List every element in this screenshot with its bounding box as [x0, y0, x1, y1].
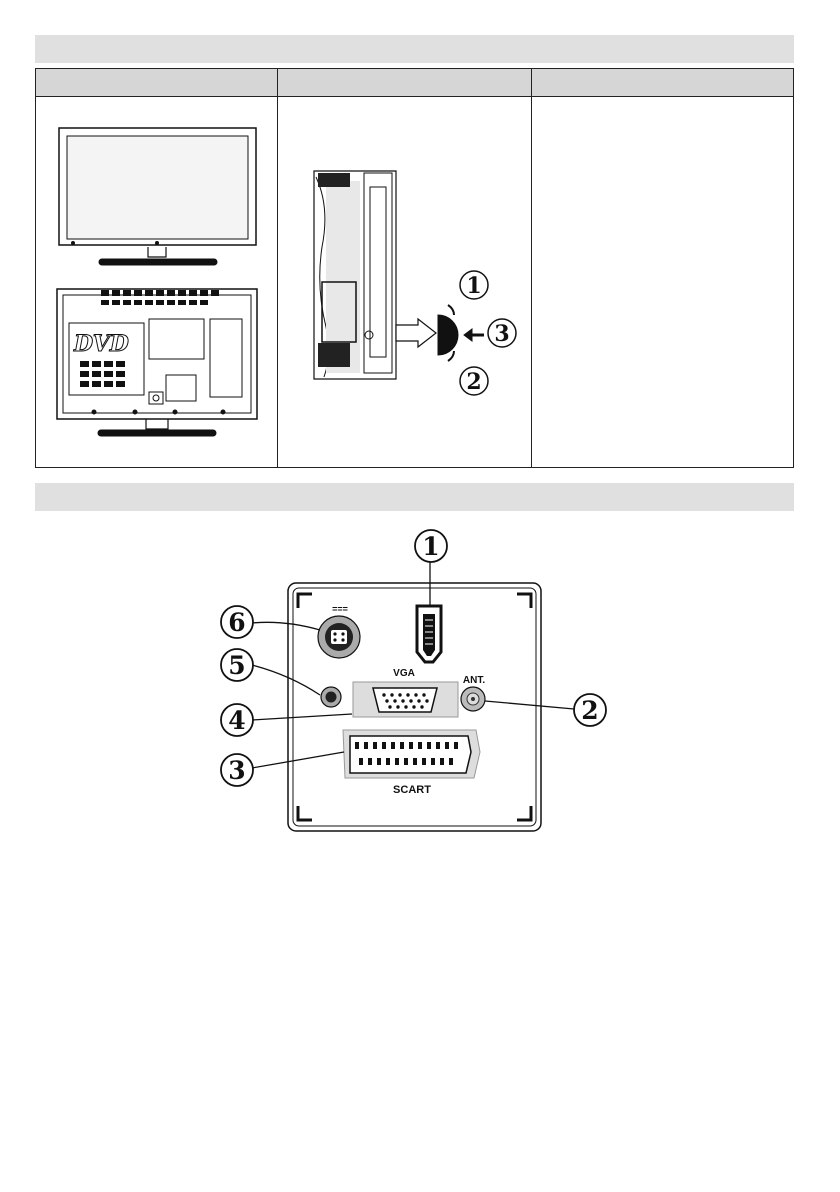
callout-1	[415, 530, 447, 562]
scart-label: SCART	[393, 784, 431, 796]
hdmi-port-icon	[417, 606, 441, 662]
antenna-label: ANT.	[462, 675, 486, 686]
callout-number: 6	[228, 608, 246, 637]
callout-2	[574, 694, 606, 726]
callout-number: 2	[581, 696, 599, 725]
callout-number: 1	[422, 532, 440, 561]
callout-3	[221, 754, 253, 786]
callout-number: 5	[228, 651, 246, 680]
callout-number: 3	[494, 321, 510, 347]
antenna-port-icon	[461, 687, 485, 711]
callout-number: 2	[466, 369, 482, 395]
scart-port-icon	[343, 730, 480, 778]
callout-6	[221, 606, 253, 638]
vga-port-icon	[353, 682, 458, 717]
callout-number: 3	[228, 756, 246, 785]
audio-jack-icon	[321, 687, 341, 707]
dc-symbol: ===	[332, 604, 348, 614]
s-video-port-icon	[318, 616, 360, 658]
svg-text:DVD: DVD	[74, 331, 129, 357]
callout-number: 4	[228, 706, 246, 735]
vga-label: VGA	[393, 668, 415, 679]
callout-number: 1	[466, 273, 482, 299]
callout-5	[221, 649, 253, 681]
callout-4	[221, 704, 253, 736]
